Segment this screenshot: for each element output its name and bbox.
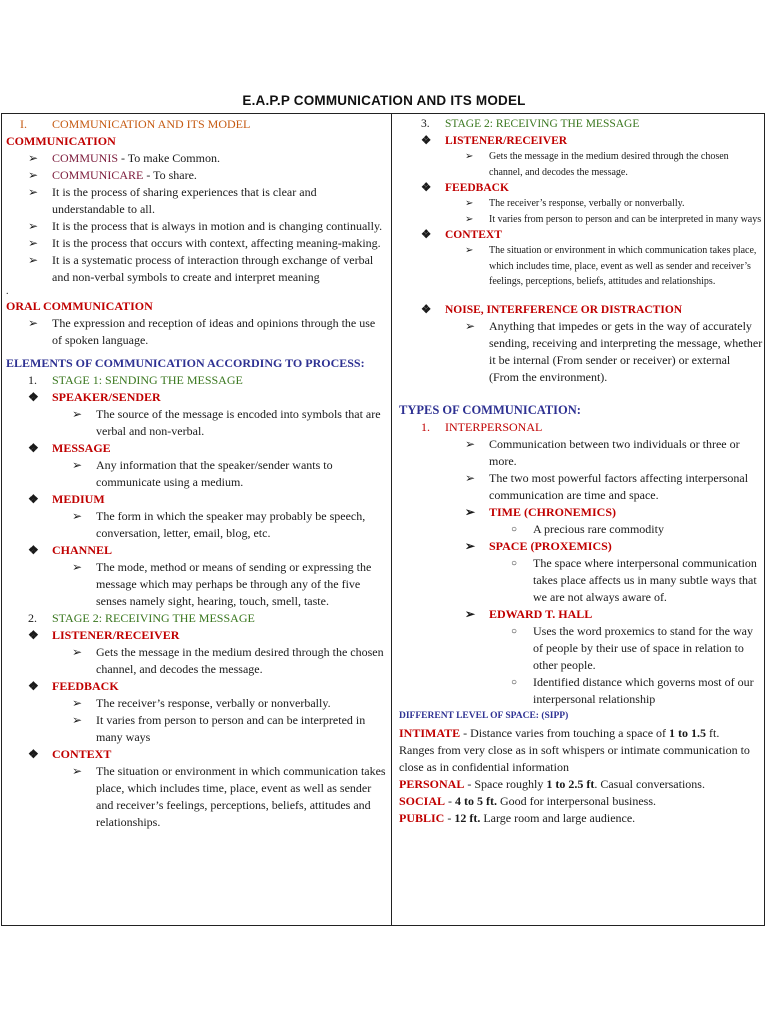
list-item <box>399 196 763 212</box>
list-item <box>399 212 763 228</box>
subheading: EDWARD T. HALL <box>489 606 593 621</box>
list-item <box>399 470 763 504</box>
section-heading <box>6 116 388 133</box>
level-text: ft. <box>706 725 720 740</box>
space-level-intimate <box>399 725 763 776</box>
list-item <box>6 508 388 542</box>
level-term: PUBLIC <box>399 810 445 825</box>
stage-number: 2. <box>28 611 37 625</box>
definition: - To share. <box>143 168 197 182</box>
type-number: 1. <box>421 419 430 434</box>
four-diamond-bullet-icon: ❖ <box>28 747 39 761</box>
list-text: The situation or environment in which communication takes place, which includes time, place, event as well as sender and receiver’s feelings, perceptions, beliefs, attitudes and relationships. <box>489 245 757 287</box>
stage-title: STAGE 2: RECEIVING THE MESSAGE <box>445 118 640 130</box>
element-heading <box>6 746 388 763</box>
list-text: Communication between two individuals or three or more. <box>489 436 740 468</box>
page-title: E.A.P.P COMMUNICATION AND ITS MODEL <box>242 93 526 108</box>
subheading: TIME (CHRONEMICS) <box>489 504 617 519</box>
section-title: COMMUNICATION AND ITS MODEL <box>52 117 251 131</box>
list-item <box>6 252 388 286</box>
stage-title: STAGE 1: SENDING THE MESSAGE <box>52 373 243 387</box>
list-text: The source of the message is encoded into symbols that are verbal and non-verbal. <box>96 407 381 438</box>
arrowhead-bullet-icon: ➢ <box>465 318 476 333</box>
list-text: It varies from person to person and can be interpreted in many ways <box>96 713 366 744</box>
element-heading <box>399 180 763 196</box>
list-text: The expression and reception of ideas and opinions through the use of spoken language. <box>52 316 376 347</box>
hollow-circle-bullet-icon: ○ <box>511 557 518 569</box>
list-item <box>6 695 388 712</box>
arrowhead-bullet-icon: ➢ <box>72 696 83 710</box>
four-diamond-bullet-icon: ❖ <box>28 628 39 642</box>
hollow-circle-bullet-icon: ○ <box>511 676 518 688</box>
hollow-circle-bullet-icon: ○ <box>511 523 518 535</box>
list-item <box>6 457 388 491</box>
element-title: NOISE, INTERFERENCE OR DISTRACTION <box>445 303 683 316</box>
arrowhead-bullet-icon: ➢ <box>465 606 476 621</box>
element-title: CONTEXT <box>52 747 112 761</box>
element-title: CHANNEL <box>52 543 113 557</box>
list-item <box>399 674 763 708</box>
arrowhead-bullet-icon: ➢ <box>465 151 474 162</box>
column-divider <box>391 113 392 926</box>
arrowhead-bullet-icon: ➢ <box>28 253 39 267</box>
list-item <box>6 167 388 184</box>
element-heading <box>6 678 388 695</box>
list-item <box>6 150 388 167</box>
four-diamond-bullet-icon: ❖ <box>28 543 39 557</box>
list-text: The space where interpersonal communication takes place affects us in many subtle ways that we are not always aware of. <box>533 555 757 604</box>
list-item <box>399 243 763 290</box>
level-term: SOCIAL <box>399 793 446 808</box>
four-diamond-bullet-icon: ❖ <box>421 303 432 316</box>
stage-heading <box>6 372 388 389</box>
levels-heading: DIFFERENT LEVEL OF SPACE: (SIPP) <box>399 710 569 721</box>
stage-number: 3. <box>421 118 430 130</box>
list-text: The two most powerful factors affecting interpersonal communication are time and space. <box>489 470 749 502</box>
four-diamond-bullet-icon: ❖ <box>28 390 39 404</box>
left-column <box>6 116 388 831</box>
element-heading <box>399 227 763 243</box>
level-range: 4 to 5 ft. <box>455 793 498 808</box>
element-title: LISTENER/RECEIVER <box>52 628 180 642</box>
list-text: Uses the word proxemics to stand for the way of people by their use of space in relation to other people. <box>533 623 753 672</box>
arrowhead-bullet-icon: ➢ <box>28 151 39 165</box>
list-item <box>399 521 763 538</box>
list-text: It is the process of sharing experiences that is clear and understandable to all. <box>52 185 317 216</box>
type-title: INTERPERSONAL <box>445 419 543 434</box>
list-item <box>399 538 763 555</box>
term: COMMUNIS <box>52 151 119 165</box>
list-text: Gets the message in the medium desired through the chosen channel, and decodes the message. <box>96 645 384 676</box>
level-text: Large room and large audience. <box>480 810 636 825</box>
arrowhead-bullet-icon: ➢ <box>72 560 83 574</box>
definition: - To make Common. <box>118 151 220 165</box>
element-heading <box>399 133 763 149</box>
list-item <box>399 623 763 674</box>
arrowhead-bullet-icon: ➢ <box>28 316 39 330</box>
subheading: SPACE (PROXEMICS) <box>489 538 612 553</box>
level-text: - <box>444 810 455 825</box>
list-item <box>399 436 763 470</box>
list-text: A precious rare commodity <box>533 521 664 536</box>
level-range: 1 to 1.5 <box>669 725 707 740</box>
space-level-personal <box>399 776 763 793</box>
element-title: FEEDBACK <box>52 679 119 693</box>
list-item <box>399 504 763 521</box>
right-column <box>399 116 763 827</box>
list-text: It is a systematic process of interaction through exchange of verbal and non-verbal symbols to create and interpret meaning <box>52 253 374 284</box>
list-item <box>6 184 388 218</box>
element-title: MEDIUM <box>52 492 105 506</box>
four-diamond-bullet-icon: ❖ <box>28 492 39 506</box>
level-text: - Space roughly <box>464 776 547 791</box>
list-item <box>6 315 388 349</box>
list-text: The situation or environment in which communication takes place, which includes time, place, event as well as sender and receiver’s feelings, perceptions, beliefs, attitudes and relationships. <box>96 764 386 829</box>
element-title: MESSAGE <box>52 441 111 455</box>
stray-dot: . <box>6 286 9 297</box>
list-item <box>6 218 388 235</box>
four-diamond-bullet-icon: ❖ <box>421 182 432 194</box>
four-diamond-bullet-icon: ❖ <box>28 679 39 693</box>
arrowhead-bullet-icon: ➢ <box>465 470 476 485</box>
element-title: SPEAKER/SENDER <box>52 390 161 404</box>
arrowhead-bullet-icon: ➢ <box>465 198 474 209</box>
oral-heading: ORAL COMMUNICATION <box>6 299 153 313</box>
four-diamond-bullet-icon: ❖ <box>421 229 432 241</box>
level-detail: Ranges from very close as in soft whispers or intimate communication to close as in confidential information <box>399 742 750 774</box>
arrowhead-bullet-icon: ➢ <box>72 713 83 727</box>
level-text: - <box>445 793 456 808</box>
list-text: The receiver’s response, verbally or nonverbally. <box>96 696 331 710</box>
level-term: PERSONAL <box>399 776 465 791</box>
list-text: The mode, method or means of sending or expressing the message which may perhaps be through any of the five senses namely sight, hearing, touch, smell, taste. <box>96 560 372 608</box>
element-heading <box>6 389 388 406</box>
space-level-social <box>399 793 763 810</box>
level-text: . Casual conversations. <box>594 776 705 791</box>
level-text: - Distance varies from touching a space of <box>460 725 670 740</box>
arrowhead-bullet-icon: ➢ <box>72 645 83 659</box>
element-title: FEEDBACK <box>445 182 509 194</box>
arrowhead-bullet-icon: ➢ <box>72 458 83 472</box>
arrowhead-bullet-icon: ➢ <box>465 245 474 256</box>
list-text: It varies from person to person and can be interpreted in many ways <box>489 213 762 225</box>
arrowhead-bullet-icon: ➢ <box>28 236 39 250</box>
element-heading <box>6 491 388 508</box>
element-title: CONTEXT <box>445 229 502 241</box>
list-item <box>399 606 763 623</box>
list-item <box>6 235 388 252</box>
level-range: 1 to 2.5 ft <box>546 776 595 791</box>
element-heading <box>6 627 388 644</box>
arrowhead-bullet-icon: ➢ <box>72 407 83 421</box>
stage-heading <box>6 610 388 627</box>
space-level-public <box>399 810 763 827</box>
list-text: It is the process that occurs with context, affecting meaning-making. <box>52 236 381 250</box>
list-item <box>6 712 388 746</box>
list-item <box>6 406 388 440</box>
list-text: The form in which the speaker may probably be speech, conversation, letter, email, blog, etc. <box>96 509 366 540</box>
level-range: 12 ft. <box>454 810 481 825</box>
communication-heading: COMMUNICATION <box>6 134 116 148</box>
list-text: Identified distance which governs most of our interpersonal relationship <box>533 674 754 706</box>
element-heading <box>6 440 388 457</box>
element-title: LISTENER/RECEIVER <box>445 135 568 147</box>
list-item <box>399 318 763 386</box>
arrowhead-bullet-icon: ➢ <box>465 538 476 553</box>
arrowhead-bullet-icon: ➢ <box>28 219 39 233</box>
elements-heading: ELEMENTS OF COMMUNICATION ACCORDING TO PROCESS: <box>6 356 365 370</box>
list-text: Anything that impedes or gets in the way of accurately sending, receiving and interpreting the message, whether it be internal (From sender or receiver) or external (From the environment). <box>489 318 763 384</box>
arrowhead-bullet-icon: ➢ <box>28 168 39 182</box>
hollow-circle-bullet-icon: ○ <box>511 625 518 637</box>
arrowhead-bullet-icon: ➢ <box>465 436 476 451</box>
list-item <box>399 555 763 606</box>
roman-numeral: I. <box>20 117 27 131</box>
types-heading: TYPES OF COMMUNICATION: <box>399 402 581 417</box>
list-text: The receiver’s response, verbally or nonverbally. <box>489 198 685 209</box>
four-diamond-bullet-icon: ❖ <box>421 135 432 147</box>
stage-number: 1. <box>28 373 37 387</box>
list-text: It is the process that is always in motion and is changing continually. <box>52 219 383 233</box>
list-text: Gets the message in the medium desired through the chosen channel, and decodes the message. <box>489 151 729 178</box>
term: COMMUNICARE <box>52 168 144 182</box>
stage-title: STAGE 2: RECEIVING THE MESSAGE <box>52 611 255 625</box>
arrowhead-bullet-icon: ➢ <box>465 504 476 519</box>
arrowhead-bullet-icon: ➢ <box>72 509 83 523</box>
list-item <box>399 149 763 180</box>
arrowhead-bullet-icon: ➢ <box>28 185 39 199</box>
list-item <box>6 644 388 678</box>
list-item <box>6 559 388 610</box>
level-text: Good for interpersonal business. <box>497 793 656 808</box>
type-heading <box>399 419 763 436</box>
four-diamond-bullet-icon: ❖ <box>28 441 39 455</box>
level-term: INTIMATE <box>399 725 461 740</box>
arrowhead-bullet-icon: ➢ <box>72 764 83 778</box>
element-heading <box>399 302 763 318</box>
element-heading <box>6 542 388 559</box>
list-text: Any information that the speaker/sender wants to communicate using a medium. <box>96 458 333 489</box>
list-item <box>6 763 388 831</box>
arrowhead-bullet-icon: ➢ <box>465 213 474 225</box>
stage-heading <box>399 116 763 133</box>
